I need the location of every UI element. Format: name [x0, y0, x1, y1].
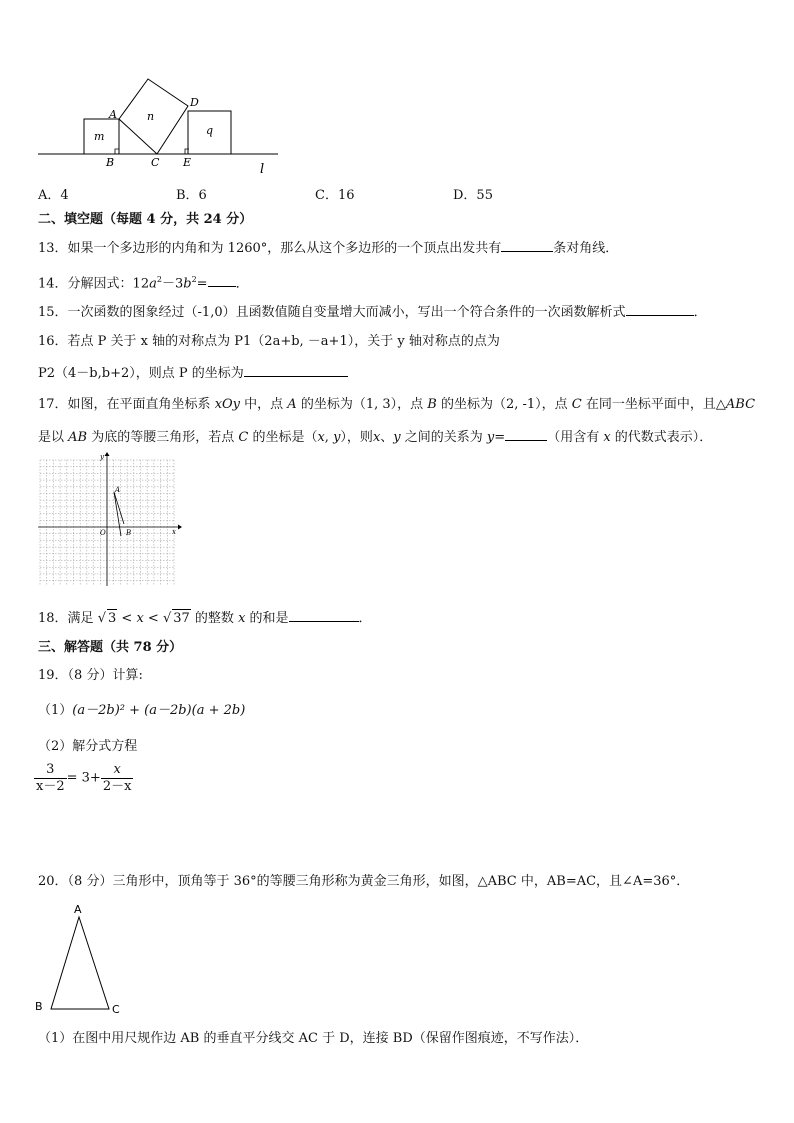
f2-num: x: [101, 762, 134, 779]
q17-l1b: 中，点: [240, 397, 288, 412]
label-C: C: [151, 156, 160, 169]
q12-figure: [30, 72, 290, 182]
fraction-1: [34, 762, 67, 795]
q18-prefix: 18．满足: [38, 611, 98, 626]
q17-l2c: 的坐标是（: [248, 430, 318, 445]
q17-l2h: （用含有: [547, 430, 604, 445]
triangle-abc: [51, 917, 109, 1009]
q18-lt1: <: [117, 611, 137, 626]
q15-blank[interactable]: [626, 303, 694, 316]
x-axis-arrow: [178, 525, 182, 530]
q12-option-d: D．55: [453, 188, 493, 203]
point-label-a: A: [115, 486, 121, 494]
segment-ab: [114, 492, 121, 536]
q17-line2: [38, 428, 712, 447]
q15-end: ．: [693, 305, 707, 320]
q19-p1-expr: (a－2b)² + (a－2b)(a + 2b): [72, 703, 246, 718]
label-B: B: [106, 156, 115, 169]
q19-part2-label: （2）解分式方程: [38, 739, 138, 754]
right-angle-b: [115, 149, 119, 154]
q17-grid-figure: [36, 452, 182, 590]
q18-end: ．: [358, 611, 372, 626]
fraction-2: [101, 762, 134, 795]
q17-l1e: 在同一坐标平面中，且△: [581, 397, 726, 412]
q17-l1c: 的坐标为（1, 3），点: [296, 397, 428, 412]
q17-l1d: 的坐标为（2, -1），点: [436, 397, 572, 412]
q20-triangle-figure: [30, 900, 130, 1020]
label-q: q: [206, 124, 214, 137]
label-E: E: [183, 156, 192, 169]
q13: [38, 239, 618, 258]
q17-blank[interactable]: [505, 428, 547, 441]
q17-comma: ,: [324, 430, 334, 445]
label-n: n: [147, 110, 155, 123]
sqrt-sign: √: [97, 611, 106, 626]
q14-exp1: 2: [156, 275, 162, 284]
q14-exp2: 2: [191, 275, 197, 284]
q19-title: 19．（8 分）计算:: [38, 668, 143, 683]
q17-l2b: 为底的等腰三角形，若点: [87, 430, 239, 445]
section3-heading: 三、解答题（共 78 分）: [38, 640, 183, 655]
q14-prefix: 14．分解因式：12: [38, 276, 150, 292]
y-axis-arrow: [105, 452, 110, 456]
axis-label-x: x: [172, 528, 176, 536]
q17-l2g: =: [494, 430, 506, 445]
q12-option-b: B．6: [176, 188, 207, 203]
q17-C: C: [571, 397, 582, 412]
q17-x3: x: [603, 430, 611, 445]
q12-option-a: A．4: [38, 188, 69, 203]
q17-B: B: [427, 397, 437, 412]
q18: [38, 609, 372, 628]
q19-p1-label: （1）: [38, 703, 73, 718]
q17-C2: C: [238, 430, 249, 445]
origin-label: O: [100, 529, 106, 537]
label-D: D: [190, 96, 199, 109]
label-A: A: [109, 108, 117, 121]
q15-text: 15．一次函数的图象经过（-1,0）且函数值随自变量增大而减小，写出一个符合条件的一次函数解析式: [38, 305, 626, 320]
q19-mid: = 3+: [66, 770, 101, 786]
sqrt-sign-2: √: [162, 611, 172, 626]
q17-xoy: xOy: [214, 397, 241, 412]
q17-ABC: ABC: [725, 397, 756, 412]
q18-blank[interactable]: [289, 609, 359, 622]
q14-end: ．: [235, 276, 249, 292]
q18-mid: 的整数: [190, 611, 239, 626]
q17-x: x: [317, 430, 325, 445]
q15: [38, 303, 707, 322]
f1-den: x－2: [36, 779, 65, 794]
q17-l2d: ），则: [340, 430, 373, 445]
q16-line2: [38, 364, 348, 383]
vertex-a: A: [74, 903, 82, 916]
q17-x2: x: [372, 430, 381, 445]
q18-sqrt1: 3: [107, 611, 117, 626]
q19-equation: [34, 762, 133, 795]
q17-l1a: 17．如图，在平面直角坐标系: [38, 397, 215, 412]
q17-l2i: 的代数式表示）．: [610, 430, 713, 445]
q12-option-c: C．16: [315, 188, 355, 203]
q14-minus: －3: [161, 276, 184, 292]
q18-x2: x: [238, 611, 246, 626]
q18-lt2: <: [143, 611, 163, 626]
q17-y2: y: [393, 430, 401, 445]
vertex-b: B: [35, 1000, 43, 1013]
section2-heading: 二、填空题（每题 4 分，共 24 分）: [38, 212, 253, 227]
q14-a: a: [149, 276, 157, 292]
q14-eq: =: [196, 276, 208, 292]
segment-a-ext: [114, 492, 124, 524]
q19-part1: [38, 702, 245, 720]
q17-line1: [38, 396, 755, 414]
q17-l2f: 之间的关系为: [400, 430, 487, 445]
q17-AB: AB: [68, 430, 88, 445]
label-l: l: [260, 162, 265, 177]
q13-blank[interactable]: [501, 239, 553, 252]
vertex-c: C: [112, 1003, 120, 1016]
q20-text: 20．（8 分）三角形中，顶角等于 36°的等腰三角形称为黄金三角形，如图，△ABC 中，AB=AC，且∠A=36°．: [38, 874, 690, 889]
q16-line2-text: P2（4－b,b+2），则点 P 的坐标为: [38, 366, 244, 381]
q20-sub1: （1）在图中用尺规作边 AB 的垂直平分线交 AC 于 D，连接 BD（保留作图痕迹，不写作法）．: [38, 1031, 589, 1046]
f2-den: 2－x: [102, 779, 132, 794]
point-label-b: B: [126, 529, 132, 537]
q18-suffix: 的和是: [245, 611, 289, 626]
q14-blank[interactable]: [208, 274, 236, 287]
label-m: m: [94, 130, 105, 143]
q13-text: 13．如果一个多边形的内角和为 1260°，那么从这个多边形的一个顶点出发共有: [38, 241, 502, 256]
f1-num: 3: [34, 762, 67, 779]
q17-A: A: [287, 397, 297, 412]
q17-y3: y: [486, 430, 495, 445]
q18-x: x: [136, 611, 144, 626]
q16-blank[interactable]: [244, 364, 348, 377]
q17-y: y: [333, 430, 341, 445]
q13-end: 条对角线．: [553, 241, 619, 256]
q17-l2e: 、: [380, 430, 394, 445]
q16-line1: 16．若点 P 关于 x 轴的对称点为 P1（2a+b, －a+1），关于 y 轴对称点的点为: [38, 334, 500, 349]
q14: [38, 271, 249, 293]
axis-label-y: y: [100, 453, 104, 461]
q14-b: b: [183, 276, 192, 292]
q18-sqrt2: 37: [173, 611, 190, 626]
q17-l2a: 是以: [38, 430, 69, 445]
